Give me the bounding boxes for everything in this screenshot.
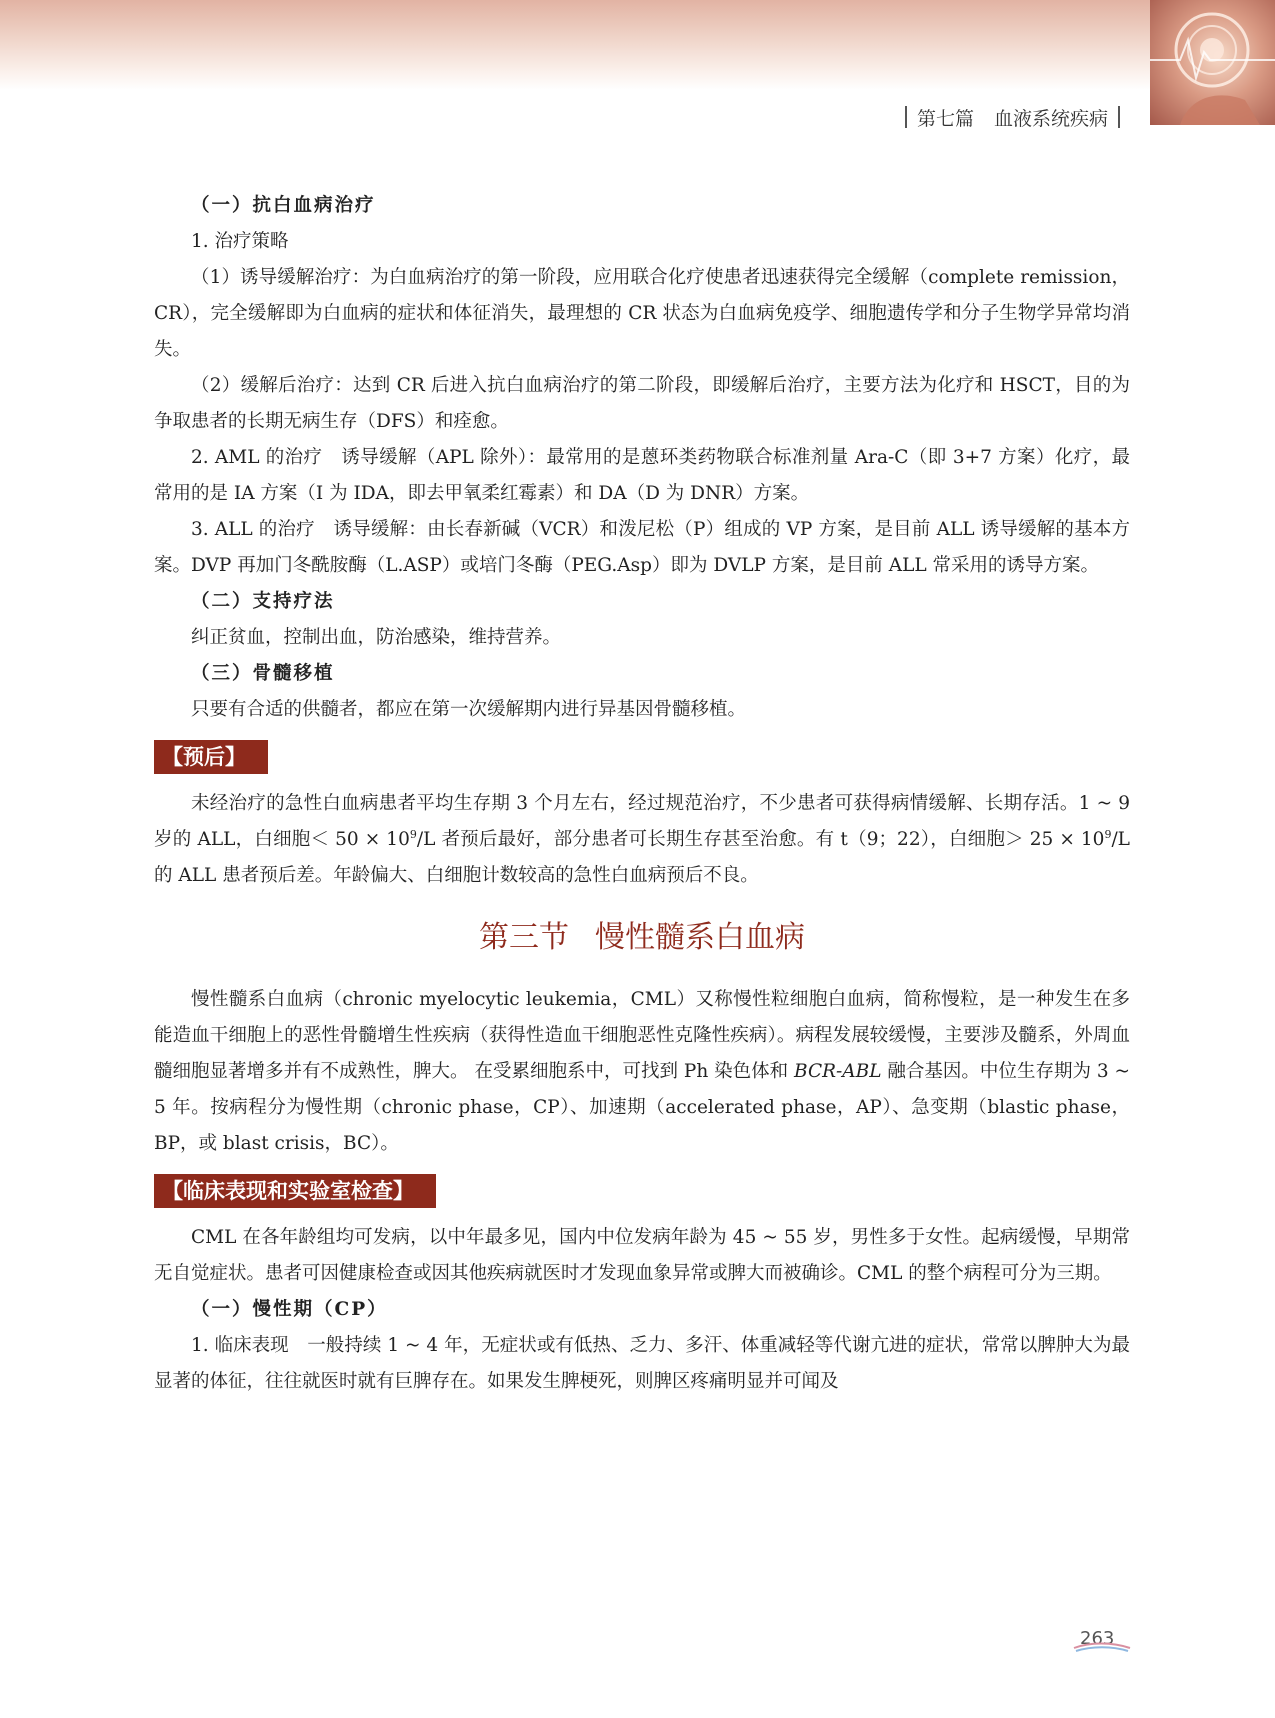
paragraph-support: 纠正贫血，控制出血，防治感染，维持营养。 bbox=[191, 627, 562, 648]
paragraph-strategy: 1. 治疗策略 bbox=[191, 231, 289, 252]
section-tag-clinical: 【临床表现和实验室检查】 bbox=[154, 1174, 436, 1208]
section-name: 慢性髓系白血病 bbox=[595, 920, 805, 955]
section-title bbox=[154, 916, 1130, 960]
header-divider-right bbox=[1118, 106, 1120, 128]
paragraph-prognosis bbox=[154, 786, 1130, 894]
header-band bbox=[0, 0, 1275, 90]
header-divider-left bbox=[905, 106, 907, 128]
page-body bbox=[154, 188, 1130, 1400]
paragraph-clinical: CML 在各年龄组均可发病，以中年最多见，国内中位发病年龄为 45 ~ 55 岁，男性多于女性。起病缓慢，早期常无自觉症状。患者可因健康检查或因其他疾病就医时才发现血象异常或脾大而被确诊。CML 的整个病程可分为三期。 bbox=[154, 1227, 1130, 1284]
running-head bbox=[895, 102, 1130, 132]
prognosis-text-1: 未经治疗的急性白血病患者平均生存期 3 个月左右，经过规范治疗，不少患者可获得病情缓解、长期存活。1 ~ 9 岁的 ALL，白细胞＜ 50 × 10 bbox=[154, 793, 1130, 850]
section-number: 第三节 bbox=[479, 920, 569, 955]
header-title: 血液系统疾病 bbox=[993, 107, 1108, 130]
prognosis-text-3: /L 的 ALL 患者预后差。年龄偏大、白细胞计数较高的急性白血病预后不良。 bbox=[154, 829, 1130, 886]
paragraph-all: 3. ALL 的治疗 诱导缓解：由长春新碱（VCR）和泼尼松（P）组成的 VP 方案，是目前 ALL 诱导缓解的基本方案。DVP 再加门冬酰胺酶（L.ASP）或培门冬酶（PEG.Asp）即为 DVLP 方案，是目前 ALL 常采用的诱导方案。 bbox=[154, 519, 1130, 576]
paragraph-aml: 2. AML 的治疗 诱导缓解（APL 除外）：最常用的是蒽环类药物联合标准剂量 Ara-C（即 3+7 方案）化疗，最常用的是 IA 方案（I 为 IDA，即去甲氧柔红霉素）和 DA（D 为 DNR）方案。 bbox=[154, 447, 1130, 504]
subheading-chronic-phase: （一）慢性期（CP） bbox=[191, 1299, 388, 1320]
header-part: 第七篇 bbox=[916, 107, 974, 130]
cml-text-2: 融合基因。中位生存期为 3 ~ 5 年。按病程分为慢性期（chronic phase，CP）、加速期（accelerated phase，AP）、急变期（blastic phase，BP，或 blast crisis，BC）。 bbox=[154, 1061, 1130, 1154]
prognosis-text-2: /L 者预后最好，部分患者可长期生存甚至治愈。有 t（9；22），白细胞＞ 25 × 10 bbox=[416, 829, 1105, 850]
cml-text-1: 慢性髓系白血病（chronic myelocytic leukemia，CML）又称慢性粒细胞白血病，简称慢粒，是一种发生在多能造血干细胞上的恶性骨髓增生性疾病（获得性造血干细胞恶性克隆性疾病）。病程发展较缓慢，主要涉及髓系，外周血髓细胞显著增多并有不成熟性，脾大。 在受累细胞系中，可找到 Ph 染色体和 bbox=[154, 989, 1130, 1082]
section-tag-prognosis: 【预后】 bbox=[154, 740, 268, 774]
subheading-support: （二）支持疗法 bbox=[191, 591, 335, 612]
page-number: 263 bbox=[1080, 1628, 1115, 1649]
paragraph-post-remission: （2）缓解后治疗：达到 CR 后进入抗白血病治疗的第二阶段，即缓解后治疗，主要方法为化疗和 HSCT，目的为争取患者的长期无病生存（DFS）和痊愈。 bbox=[154, 375, 1130, 432]
paragraph-bmt: 只要有合适的供髓者，都应在第一次缓解期内进行异基因骨髓移植。 bbox=[191, 699, 747, 720]
exponent-9: 9 bbox=[409, 827, 417, 841]
paragraph-induction: （1）诱导缓解治疗：为白血病治疗的第一阶段，应用联合化疗使患者迅速获得完全缓解（complete remission，CR），完全缓解即为白血病的症状和体征消失，最理想的 CR 状态为白血病免疫学、细胞遗传学和分子生物学异常均消失。 bbox=[154, 267, 1130, 360]
paragraph-cml-intro bbox=[154, 982, 1130, 1162]
subheading-anti-leukemia: （一）抗白血病治疗 bbox=[191, 195, 376, 216]
page-number-swoosh-icon bbox=[1072, 1640, 1132, 1654]
stethoscope-heartbeat-illustration bbox=[1150, 0, 1275, 125]
paragraph-chronic-phase: 1. 临床表现 一般持续 1 ~ 4 年，无症状或有低热、乏力、多汗、体重减轻等代谢亢进的症状，常常以脾肿大为最显著的体征，往往就医时就有巨脾存在。如果发生脾梗死，则脾区疼痛明显并可闻及 bbox=[154, 1335, 1130, 1392]
exponent-9: 9 bbox=[1104, 827, 1112, 841]
cml-gene-name: BCR-ABL bbox=[794, 1061, 882, 1082]
subheading-bmt: （三）骨髓移植 bbox=[191, 663, 335, 684]
